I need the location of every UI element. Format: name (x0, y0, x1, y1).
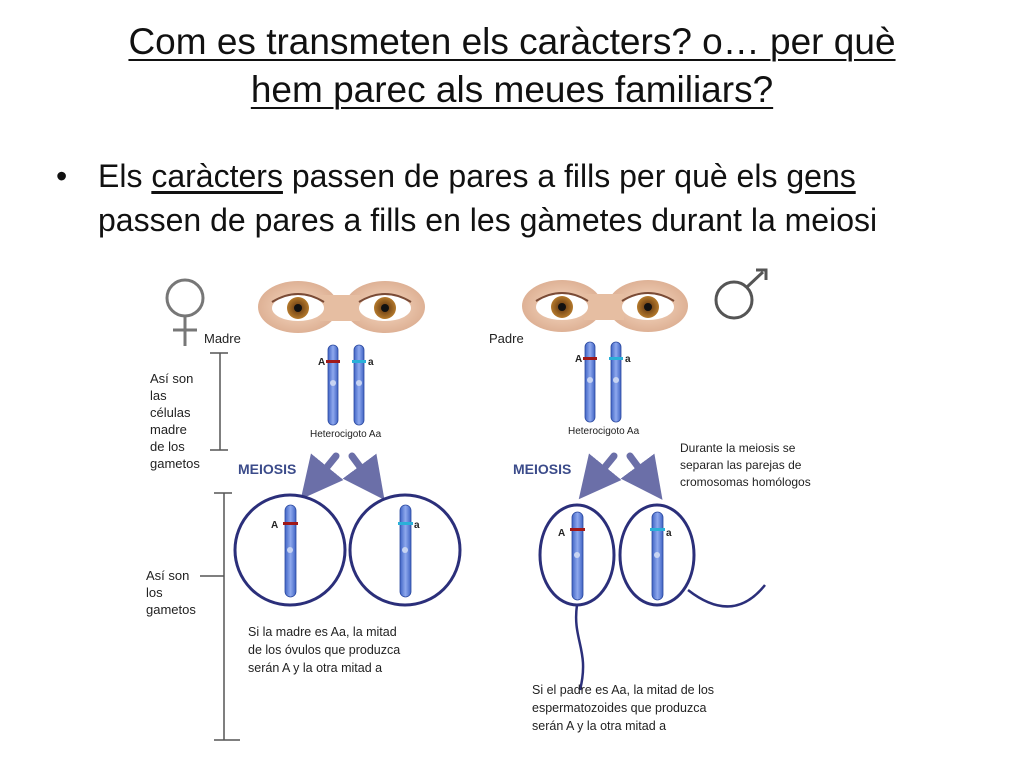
madre-caption-line-2: de los óvulos que produzca (248, 643, 401, 657)
title-line-2: hem parec als meues familiars? (250, 69, 774, 110)
madre-label: Madre (204, 331, 241, 346)
bullet-dot: • (56, 158, 68, 194)
marker-a (352, 360, 366, 363)
padre-label: Padre (489, 331, 524, 346)
cells-label-line-4: madre (150, 422, 187, 437)
padre-caption-line-1: Si el padre es Aa, la mitad de los (532, 683, 715, 697)
mother-eyes-icon (258, 281, 425, 333)
allele-a-label: a (625, 354, 631, 365)
madre-caption-line-1: Si la madre es Aa, la mitad (248, 625, 397, 639)
cells-label-line-6: gametos (150, 456, 200, 471)
hetero-right-label: Heterocigoto Aa (568, 426, 640, 437)
padre-caption-line-3: serán A y la otra mitad a (532, 719, 667, 733)
title-line-1: Com es transmeten els caràcters? o… per què (128, 21, 896, 62)
padre-caption-line-2: espermatozoides que produzca (532, 701, 707, 715)
allele-a-label: a (368, 357, 374, 368)
bullet-underlined-genes: gens (786, 158, 856, 194)
meiosis-arrows-left (314, 456, 372, 483)
marker-a (398, 522, 413, 525)
hetero-left-label: Heterocigoto Aa (310, 429, 382, 440)
madre-caption-line-3: serán A y la otra mitad a (248, 661, 383, 675)
marker-a (609, 357, 623, 360)
sperm-tail (576, 605, 583, 690)
male-symbol-icon (716, 270, 766, 318)
marker-A (583, 357, 597, 360)
gametes-label-line-2: los (146, 585, 163, 600)
bracket-gametes (214, 493, 240, 740)
bullet-underlined-characters: caràcters (151, 158, 283, 194)
marker-a (650, 528, 665, 531)
allele-a-label: a (666, 528, 672, 539)
padre-caption (532, 683, 718, 733)
bullet-text-line-2: passen de pares a fills en les gàmetes durant la meiosi (98, 202, 878, 238)
bullet-text-part-2: passen de pares a fills per què els (282, 158, 787, 194)
cells-label-line-3: células (150, 405, 191, 420)
gametes-label-line-1: Así son (146, 568, 190, 583)
meiosis-note-line-3: cromosomas homólogos (680, 475, 811, 489)
gametes-label-line-3: gametos (146, 602, 196, 617)
sperm-cell-A (540, 505, 614, 690)
meiosis-left-label: MEIOSIS (238, 461, 297, 477)
bullet-text-part-1: Els (98, 158, 152, 194)
meiosis-right-label: MEIOSIS (513, 461, 572, 477)
madre-caption (248, 625, 404, 675)
marker-A (326, 360, 340, 363)
egg-cell-a (350, 495, 460, 605)
allele-A-label: A (575, 354, 583, 365)
gametes-label (146, 568, 196, 617)
allele-A-label: A (558, 528, 566, 539)
father-chromosome-pair (575, 342, 631, 422)
marker-A (570, 528, 585, 531)
meiosis-note (680, 441, 811, 489)
meiosis-arrows-right (592, 456, 650, 483)
allele-A-label: A (271, 520, 279, 531)
cells-label-line-1: Así son (150, 371, 194, 386)
sperm-tail (688, 585, 765, 606)
meiosis-note-line-2: separan las parejas de (680, 458, 802, 472)
cells-label (150, 371, 200, 471)
mother-chromosome-pair (318, 345, 374, 425)
cells-label-line-5: de los (150, 439, 185, 454)
marker-A (283, 522, 298, 525)
allele-a-label: a (414, 520, 420, 531)
meiosis-note-line-1: Durante la meiosis se (680, 441, 796, 455)
cells-label-line-2: las (150, 388, 167, 403)
egg-cell-A (235, 495, 345, 605)
female-symbol-icon (167, 280, 203, 346)
bracket-cells (210, 353, 228, 450)
allele-A-label: A (318, 357, 326, 368)
sperm-cell-a (620, 505, 765, 606)
father-eyes-icon (522, 280, 688, 332)
